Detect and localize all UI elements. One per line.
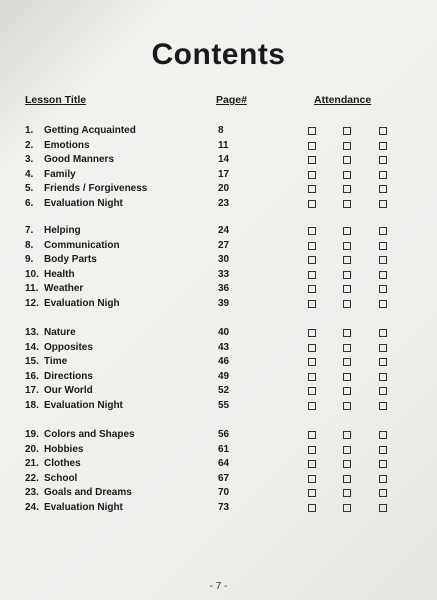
lesson-row bbox=[25, 399, 123, 413]
page-title: Contents bbox=[151, 38, 286, 71]
attendance-checkbox[interactable] bbox=[343, 344, 351, 352]
lesson-title: Helping bbox=[44, 225, 81, 236]
lesson-title: Colors and Shapes bbox=[44, 429, 135, 440]
lesson-page-number: 55 bbox=[218, 399, 230, 411]
lesson-row bbox=[25, 239, 120, 253]
lesson-title: Goals and Dreams bbox=[44, 487, 132, 498]
attendance-checkbox[interactable] bbox=[379, 402, 387, 410]
lesson-number: 1. bbox=[25, 125, 34, 136]
attendance-checkbox[interactable] bbox=[308, 358, 316, 366]
lesson-number: 11. bbox=[25, 283, 39, 294]
attendance-checkbox[interactable] bbox=[308, 242, 316, 250]
attendance-checkbox[interactable] bbox=[308, 156, 316, 164]
attendance-checkbox[interactable] bbox=[308, 185, 316, 193]
attendance-checkbox[interactable] bbox=[308, 344, 316, 352]
lesson-title: Nature bbox=[44, 327, 76, 338]
lesson-page-number: 67 bbox=[218, 472, 230, 484]
lesson-page-number: 30 bbox=[218, 254, 230, 265]
lesson-title: Evaluation Night bbox=[44, 197, 123, 209]
attendance-checkbox[interactable] bbox=[308, 431, 316, 439]
attendance-checkbox[interactable] bbox=[308, 460, 316, 468]
page-number-header: Page# bbox=[216, 94, 247, 106]
attendance-checkbox[interactable] bbox=[343, 142, 351, 150]
attendance-checkbox[interactable] bbox=[308, 387, 316, 395]
lesson-number: 13. bbox=[25, 327, 39, 338]
lesson-title: Communication bbox=[44, 239, 120, 251]
lesson-number: 23. bbox=[25, 487, 39, 498]
attendance-checkbox[interactable] bbox=[343, 387, 351, 395]
attendance-checkbox[interactable] bbox=[308, 504, 316, 512]
attendance-checkbox[interactable] bbox=[308, 171, 316, 179]
attendance-checkbox[interactable] bbox=[379, 242, 387, 250]
lesson-page-number: 33 bbox=[218, 268, 230, 280]
attendance-checkbox[interactable] bbox=[308, 200, 316, 208]
attendance-checkbox[interactable] bbox=[308, 127, 316, 135]
attendance-checkbox[interactable] bbox=[308, 373, 316, 381]
attendance-checkbox[interactable] bbox=[379, 285, 387, 293]
attendance-checkbox[interactable] bbox=[343, 475, 351, 483]
lesson-row bbox=[25, 124, 136, 138]
lesson-title: Clothes bbox=[44, 458, 81, 469]
attendance-checkbox[interactable] bbox=[343, 446, 351, 454]
lesson-title: Good Manners bbox=[44, 154, 115, 165]
attendance-checkbox[interactable] bbox=[343, 460, 351, 468]
attendance-checkbox[interactable] bbox=[343, 200, 351, 208]
attendance-checkbox[interactable] bbox=[343, 300, 351, 308]
attendance-checkbox[interactable] bbox=[343, 329, 351, 337]
attendance-checkbox[interactable] bbox=[379, 156, 387, 164]
lesson-title: Our World bbox=[44, 385, 93, 396]
lesson-page-number: 11 bbox=[218, 139, 229, 151]
lesson-page-number: 14 bbox=[218, 154, 230, 165]
attendance-checkbox[interactable] bbox=[379, 329, 387, 337]
attendance-checkbox[interactable] bbox=[379, 171, 387, 179]
lesson-page-number: 36 bbox=[218, 283, 230, 294]
lesson-number: 10. bbox=[25, 268, 39, 280]
lesson-row bbox=[25, 486, 132, 500]
lesson-number: 14. bbox=[25, 341, 39, 353]
attendance-checkbox[interactable] bbox=[379, 300, 387, 308]
lesson-title: Emotions bbox=[44, 139, 90, 151]
lesson-row bbox=[25, 139, 90, 153]
attendance-checkbox[interactable] bbox=[379, 504, 387, 512]
attendance-checkbox[interactable] bbox=[343, 489, 351, 497]
attendance-checkbox[interactable] bbox=[308, 402, 316, 410]
attendance-checkbox[interactable] bbox=[308, 475, 316, 483]
attendance-checkbox[interactable] bbox=[379, 227, 387, 235]
lesson-number: 7. bbox=[25, 225, 34, 236]
lesson-row bbox=[25, 326, 76, 340]
lesson-page-number: 43 bbox=[218, 341, 230, 353]
attendance-checkbox[interactable] bbox=[343, 171, 351, 179]
lesson-title: Family bbox=[44, 168, 76, 180]
attendance-checkbox[interactable] bbox=[308, 489, 316, 497]
attendance-checkbox[interactable] bbox=[379, 185, 387, 193]
lesson-row bbox=[25, 268, 75, 282]
page-number-footer: - 7 - bbox=[209, 581, 228, 592]
lesson-page-number: 52 bbox=[218, 385, 230, 396]
lesson-title: Friends / Forgiveness bbox=[44, 183, 148, 194]
attendance-checkbox[interactable] bbox=[343, 402, 351, 410]
attendance-checkbox[interactable] bbox=[308, 446, 316, 454]
lesson-number: 20. bbox=[25, 443, 39, 455]
lesson-row bbox=[25, 457, 81, 471]
lesson-title: Evaluation Nigh bbox=[44, 297, 120, 309]
lesson-page-number: 49 bbox=[218, 370, 230, 382]
attendance-checkbox[interactable] bbox=[308, 329, 316, 337]
lesson-page-number: 24 bbox=[218, 225, 230, 236]
lesson-title: School bbox=[44, 472, 78, 484]
attendance-checkbox[interactable] bbox=[343, 504, 351, 512]
attendance-checkbox[interactable] bbox=[343, 227, 351, 235]
attendance-checkbox[interactable] bbox=[379, 142, 387, 150]
lesson-number: 12. bbox=[25, 297, 39, 309]
lesson-page-number: 64 bbox=[218, 458, 230, 469]
lesson-row bbox=[25, 224, 81, 238]
attendance-header: Attendance bbox=[314, 94, 372, 106]
lesson-title: Time bbox=[44, 356, 68, 367]
lesson-row bbox=[25, 384, 93, 398]
attendance-checkbox[interactable] bbox=[379, 200, 387, 208]
lesson-page-number: 17 bbox=[218, 168, 230, 180]
lesson-number: 4. bbox=[25, 168, 34, 180]
attendance-checkbox[interactable] bbox=[343, 285, 351, 293]
lesson-number: 19. bbox=[25, 429, 39, 440]
attendance-checkbox[interactable] bbox=[379, 431, 387, 439]
attendance-checkbox[interactable] bbox=[343, 373, 351, 381]
attendance-checkbox[interactable] bbox=[379, 127, 387, 135]
attendance-checkbox[interactable] bbox=[379, 446, 387, 454]
lesson-row bbox=[25, 182, 147, 196]
attendance-checkbox[interactable] bbox=[379, 489, 387, 497]
lesson-number: 2. bbox=[25, 139, 34, 151]
lesson-title-header: Lesson Title bbox=[25, 94, 87, 106]
lesson-number: 8. bbox=[25, 239, 34, 251]
lesson-number: 9. bbox=[25, 254, 34, 265]
lesson-row bbox=[25, 197, 123, 211]
attendance-checkbox[interactable] bbox=[308, 271, 316, 279]
lesson-row bbox=[25, 153, 114, 167]
lesson-title: Evaluation Night bbox=[44, 399, 123, 411]
attendance-checkbox[interactable] bbox=[379, 256, 387, 264]
lesson-page-number: 27 bbox=[218, 239, 230, 251]
lesson-page-number: 70 bbox=[218, 487, 230, 498]
lesson-row bbox=[25, 370, 93, 384]
attendance-checkbox[interactable] bbox=[343, 256, 351, 264]
lesson-title: Opposites bbox=[44, 341, 93, 353]
lesson-row bbox=[25, 341, 93, 355]
attendance-checkbox[interactable] bbox=[343, 271, 351, 279]
lesson-row bbox=[25, 282, 83, 296]
lesson-page-number: 39 bbox=[218, 297, 230, 309]
lesson-row bbox=[25, 443, 83, 457]
lesson-page-number: 73 bbox=[218, 501, 230, 513]
lesson-number: 22. bbox=[25, 472, 39, 484]
lesson-row bbox=[25, 428, 135, 442]
lesson-row bbox=[25, 472, 77, 486]
lesson-number: 6. bbox=[25, 197, 34, 209]
lesson-page-number: 46 bbox=[218, 356, 230, 367]
attendance-checkbox[interactable] bbox=[379, 358, 387, 366]
lesson-number: 3. bbox=[25, 154, 34, 165]
lesson-number: 21. bbox=[25, 458, 39, 469]
attendance-checkbox[interactable] bbox=[379, 460, 387, 468]
lesson-page-number: 20 bbox=[218, 183, 230, 194]
lesson-row bbox=[25, 297, 120, 311]
attendance-checkbox[interactable] bbox=[308, 227, 316, 235]
lesson-number: 24. bbox=[25, 501, 39, 513]
attendance-checkbox[interactable] bbox=[343, 242, 351, 250]
lesson-title: Hobbies bbox=[44, 443, 84, 455]
attendance-checkbox[interactable] bbox=[343, 431, 351, 439]
lesson-number: 17. bbox=[25, 385, 39, 396]
lesson-title: Body Parts bbox=[44, 254, 97, 265]
attendance-checkbox[interactable] bbox=[308, 256, 316, 264]
lesson-number: 5. bbox=[25, 183, 34, 194]
lesson-page-number: 61 bbox=[218, 443, 230, 455]
attendance-checkbox[interactable] bbox=[379, 271, 387, 279]
lesson-title: Weather bbox=[44, 283, 84, 294]
lesson-page-number: 23 bbox=[218, 197, 230, 209]
attendance-checkbox[interactable] bbox=[343, 185, 351, 193]
lesson-row bbox=[25, 253, 97, 267]
lesson-row bbox=[25, 355, 67, 369]
attendance-checkbox[interactable] bbox=[379, 387, 387, 395]
attendance-checkbox[interactable] bbox=[308, 142, 316, 150]
attendance-checkbox[interactable] bbox=[379, 373, 387, 381]
attendance-checkbox[interactable] bbox=[379, 344, 387, 352]
lesson-page-number: 56 bbox=[218, 429, 230, 440]
lesson-row bbox=[25, 501, 123, 515]
attendance-checkbox[interactable] bbox=[343, 127, 351, 135]
lesson-number: 18. bbox=[25, 399, 39, 411]
lesson-page-number: 8 bbox=[218, 125, 224, 136]
lesson-row bbox=[25, 168, 76, 182]
lesson-page-number: 40 bbox=[218, 327, 230, 338]
attendance-checkbox[interactable] bbox=[379, 475, 387, 483]
attendance-checkbox[interactable] bbox=[308, 300, 316, 308]
attendance-checkbox[interactable] bbox=[343, 358, 351, 366]
attendance-checkbox[interactable] bbox=[308, 285, 316, 293]
attendance-checkbox[interactable] bbox=[343, 156, 351, 164]
lesson-title: Evaluation Night bbox=[44, 501, 123, 513]
lesson-number: 15. bbox=[25, 356, 39, 367]
lesson-title: Getting Acquainted bbox=[44, 125, 136, 136]
lesson-number: 16. bbox=[25, 370, 39, 382]
lesson-title: Directions bbox=[44, 370, 93, 382]
lesson-title: Health bbox=[44, 268, 75, 280]
